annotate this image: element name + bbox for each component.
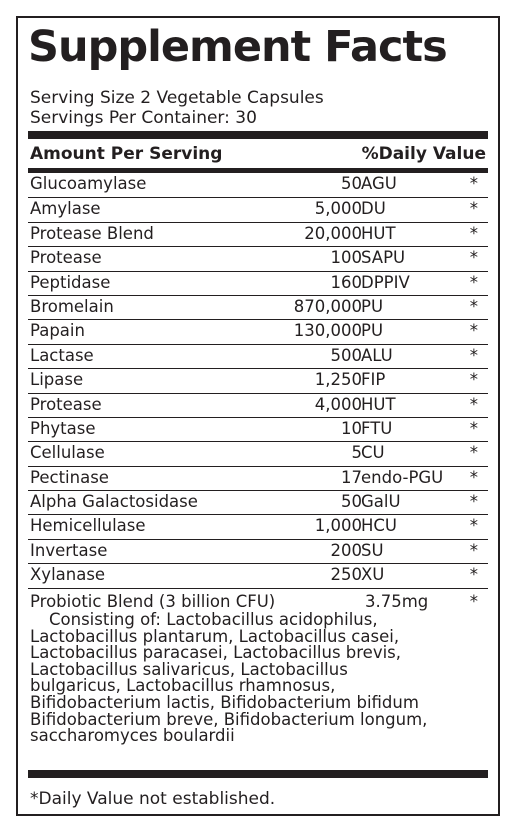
row-dv: *: [469, 467, 478, 487]
row-unit: DU: [361, 199, 386, 219]
table-row: [28, 514, 488, 538]
row-amount: 500: [330, 345, 362, 365]
consisting-line: bulgaricus, Lactobacillus rhamnosus,: [30, 676, 336, 696]
row-name: Glucoamylase: [30, 174, 147, 193]
row-amount: 130,000: [293, 321, 362, 341]
table-row: [28, 368, 488, 392]
amount-per-serving-label: Amount Per Serving: [30, 144, 223, 164]
row-unit: GalU: [361, 492, 401, 512]
table-row: [28, 295, 488, 319]
row-amount: 250: [330, 565, 362, 585]
row-name: Amylase: [30, 199, 101, 219]
table-row: [28, 490, 488, 514]
row-dv: *: [469, 199, 478, 219]
table-row: [28, 173, 488, 197]
table-row: [28, 441, 488, 465]
row-amount: 1,250: [314, 370, 362, 390]
row-amount: 160: [330, 272, 362, 292]
row-name: Lipase: [30, 370, 84, 390]
row-name: Bromelain: [30, 296, 114, 316]
row-dv: *: [469, 296, 478, 316]
row-unit: SAPU: [361, 248, 406, 268]
probiotic-consisting-of: [30, 612, 488, 745]
row-unit: HCU: [361, 516, 398, 536]
row-unit: CU: [361, 443, 385, 463]
table-bottom-line: [28, 588, 488, 589]
probiotic-name: Probiotic Blend (3 billion CFU): [30, 592, 276, 611]
row-amount: 5,000: [314, 199, 362, 219]
table-row: [28, 563, 488, 587]
table-row: [28, 246, 488, 270]
row-name: Papain: [30, 321, 85, 341]
row-unit: PU: [361, 296, 384, 316]
row-unit: HUT: [361, 223, 396, 243]
row-unit: endo-PGU: [361, 467, 444, 487]
row-unit: ALU: [361, 345, 393, 365]
row-name: Lactase: [30, 345, 94, 365]
row-unit: AGU: [361, 174, 397, 193]
probiotic-amount: 3.75mg: [365, 592, 429, 611]
consisting-line: Bifidobacterium lactis, Bifidobacterium bifidum: [30, 692, 419, 712]
table-row: [28, 197, 488, 221]
row-unit: SU: [361, 540, 384, 560]
consisting-line: Lactobacillus plantarum, Lactobacillus casei,: [30, 626, 400, 646]
row-dv: *: [469, 443, 478, 463]
table-row: [28, 222, 488, 246]
table-row: [28, 319, 488, 343]
row-dv: *: [469, 321, 478, 341]
row-dv: *: [469, 565, 478, 585]
row-amount: 20,000: [304, 223, 362, 243]
nutrient-table: [28, 173, 488, 588]
row-name: Cellulase: [30, 443, 105, 463]
row-name: Invertase: [30, 540, 108, 560]
row-dv: *: [469, 540, 478, 560]
row-amount: 50: [341, 492, 362, 512]
row-amount: 10: [341, 418, 362, 438]
row-name: Protease Blend: [30, 223, 154, 243]
table-row: [28, 271, 488, 295]
thick-divider-bottom: [28, 770, 488, 778]
row-dv: *: [469, 345, 478, 365]
table-row: [28, 393, 488, 417]
row-unit: FTU: [361, 418, 393, 438]
row-amount: 200: [330, 540, 362, 560]
daily-value-label: %Daily Value: [361, 144, 486, 164]
row-name: Peptidase: [30, 272, 111, 292]
row-name: Phytase: [30, 418, 96, 438]
row-dv: *: [469, 394, 478, 414]
row-amount: 1,000: [314, 516, 362, 536]
row-dv: *: [469, 248, 478, 268]
row-name: Protease: [30, 248, 102, 268]
row-name: Alpha Galactosidase: [30, 492, 198, 512]
row-unit: DPPIV: [361, 272, 410, 292]
row-amount: 100: [330, 248, 362, 268]
servings-per-container: Servings Per Container: 30: [30, 108, 257, 128]
consisting-line: Lactobacillus paracasei, Lactobacillus brevis,: [30, 643, 402, 663]
row-unit: HUT: [361, 394, 396, 414]
row-unit: PU: [361, 321, 384, 341]
panel-inner: [28, 18, 488, 814]
row-amount: 4,000: [314, 394, 362, 414]
row-amount: 5: [351, 443, 362, 463]
row-dv: *: [469, 272, 478, 292]
row-name: Pectinase: [30, 467, 109, 487]
consisting-line: Consisting of: Lactobacillus acidophilus,: [49, 610, 378, 629]
row-dv: *: [469, 492, 478, 512]
thick-divider-top: [28, 131, 488, 139]
supplement-facts-panel: [16, 16, 500, 816]
consisting-line: Bifidobacterium breve, Bifidobacterium longum,: [30, 709, 428, 729]
row-amount: 870,000: [293, 296, 362, 316]
row-dv: *: [469, 418, 478, 438]
serving-size: Serving Size 2 Vegetable Capsules: [30, 88, 324, 108]
table-row: [28, 539, 488, 563]
row-amount: 17: [341, 467, 362, 487]
row-name: Protease: [30, 394, 102, 414]
row-unit: XU: [361, 565, 385, 585]
table-row: [28, 466, 488, 490]
footnote: *Daily Value not established.: [30, 789, 276, 809]
row-amount: 50: [341, 174, 362, 193]
panel-title: Supplement Facts: [28, 22, 447, 72]
consisting-line: saccharomyces boulardii: [30, 726, 235, 746]
row-dv: *: [469, 516, 478, 536]
column-header: [30, 146, 486, 163]
row-unit: FIP: [361, 370, 386, 390]
table-row: [28, 344, 488, 368]
row-dv: *: [469, 174, 478, 193]
row-dv: *: [469, 223, 478, 243]
row-name: Xylanase: [30, 565, 106, 585]
row-dv: *: [469, 370, 478, 390]
probiotic-daily-value: *: [469, 592, 478, 611]
table-row: [28, 417, 488, 441]
row-name: Hemicellulase: [30, 516, 146, 536]
consisting-line: Lactobacillus salivaricus, Lactobacillus: [30, 659, 348, 679]
